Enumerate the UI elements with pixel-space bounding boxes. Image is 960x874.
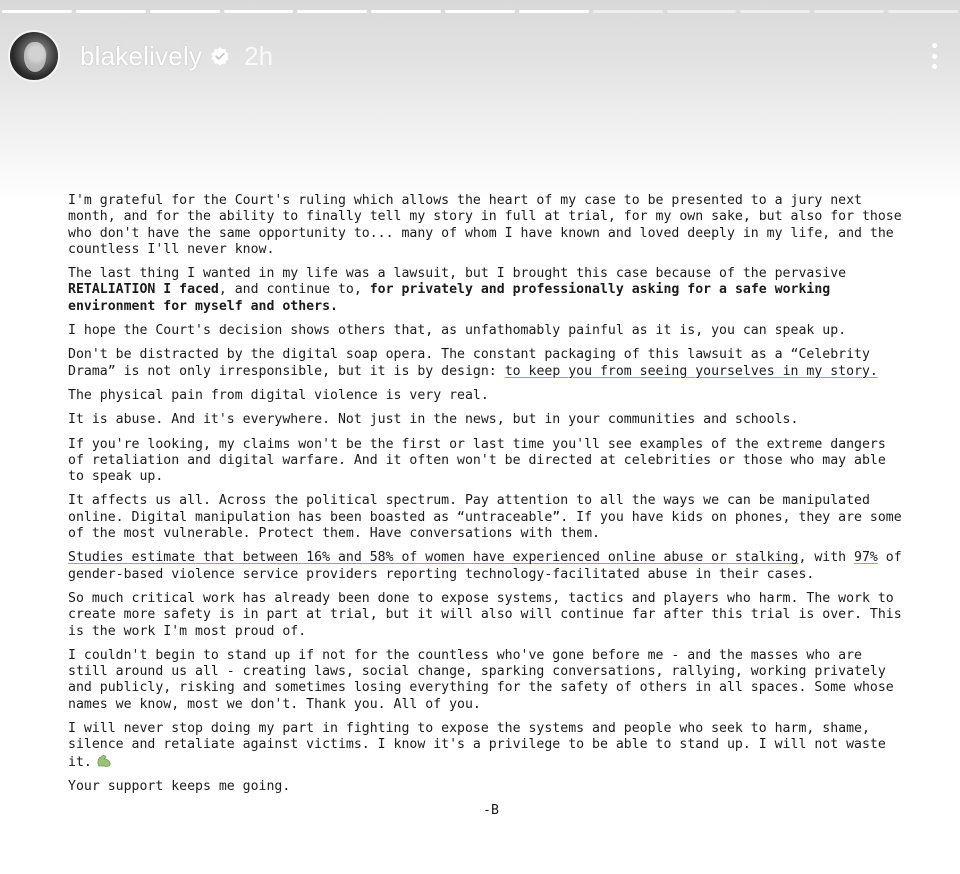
bold-text: for privately and professionally asking for a safe working environment for myself and others. — [68, 282, 831, 314]
paragraph: It affects us all. Across the political spectrum. Pay attention to all the ways we can be manipulated online. Digital manipulation has been boasted as “untraceable”. If you have kids on phones, they are some of the most vulnerable. Protect them. Have conversations with them. — [68, 493, 902, 542]
paragraph: I'm grateful for the Court's ruling which allows the heart of my case to be presented to a jury next month, and for the ability to finally tell my story in full at trial, for my own sake, but also for those who don't have the same opportunity to... many of whom I have known and loved deeply in my life, and the countless I'll never know. — [68, 193, 902, 257]
story-progress-bar — [0, 10, 960, 13]
progress-segment — [519, 10, 589, 13]
progress-segment — [888, 10, 958, 13]
paragraph: I will never stop doing my part in fighting to expose the systems and people who seek to harm, shame, silence and retaliate against victims. I know it's a privilege to be able to stand up. I will not waste it. — [68, 721, 886, 770]
underlined-text: to keep you from seeing yourselves in my story. — [504, 363, 878, 379]
story-header — [8, 28, 944, 84]
username[interactable]: blakelively — [80, 40, 203, 71]
more-options-icon[interactable] — [924, 41, 944, 71]
paragraph: The physical pain from digital violence is very real. — [68, 387, 489, 403]
paragraph: The last thing I wanted in my life was a lawsuit, but I brought this case because of the pervasive RETALIATION I faced, and continue to, for privately and professionally asking for a safe working environment for myself and others. — [68, 266, 847, 314]
progress-segment — [76, 10, 146, 13]
paragraph: I hope the Court's decision shows others that, as unfathomably painful as it is, you can speak up. — [68, 323, 847, 339]
paragraph: It is abuse. And it's everywhere. Not just in the news, but in your communities and schools. — [68, 412, 799, 428]
progress-segment — [224, 10, 294, 13]
progress-segment — [667, 10, 737, 13]
paragraph: Your support keeps me going. — [68, 778, 291, 794]
progress-segment — [740, 10, 810, 13]
underlined-text: 97% — [854, 550, 878, 566]
progress-segment — [371, 10, 441, 13]
paragraph: So much critical work has already been done to expose systems, tactics and players who harm. The work to create more safety is in part at trial, but it will also will continue far after this trial is over. This is the work I'm most proud of. — [68, 590, 902, 639]
progress-segment — [297, 10, 367, 13]
progress-segment — [445, 10, 515, 13]
paragraph: Don't be distracted by the digital soap opera. The constant packaging of this lawsuit as a “Celebrity Drama” is not only irresponsible, but it is by design: to keep you from seeing yourselves in my story. — [68, 347, 878, 379]
progress-segment — [150, 10, 220, 13]
verified-badge-icon — [210, 46, 230, 66]
progress-segment — [814, 10, 884, 13]
progress-segment — [2, 10, 72, 13]
flexed-biceps-icon — [96, 754, 112, 768]
statement-letter — [68, 193, 904, 828]
paragraph: Studies estimate that between 16% and 58% of women have experienced online abuse or stalking, with 97% of gender-based violence service providers reporting technology-facilitated abuse in their cases. — [68, 550, 902, 582]
avatar[interactable] — [8, 30, 60, 82]
signature: -B — [483, 803, 499, 819]
post-time: 2h — [244, 40, 274, 71]
underlined-text: Studies estimate that between 16% and 58% of women have experienced online abuse or stalking — [68, 550, 799, 566]
progress-segment — [593, 10, 663, 13]
paragraph: I couldn't begin to stand up if not for the countless who've gone before me - and the masses who are still around us all - creating laws, social change, sparking conversations, rallying, working privately and publicly, risking and sometimes losing everything for the safety of others in all spaces. Some whose names we know, most we don't. Thank you. All of you. — [68, 647, 894, 712]
paragraph: If you're looking, my claims won't be the first or last time you'll see examples of the extreme dangers of retaliation and digital warfare. And it often won't be directed at celebrities or those who may able to speak up. — [68, 436, 886, 485]
bold-text: RETALIATION I faced — [68, 282, 219, 298]
